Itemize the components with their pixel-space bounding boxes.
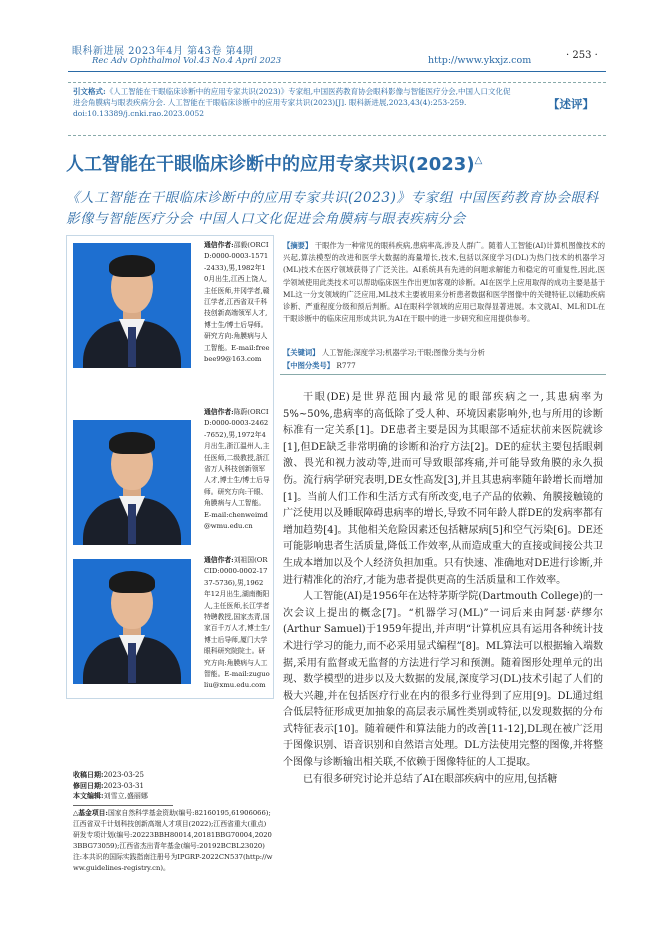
editor: 本文编辑:刘雪立,盛丽娜 [73,791,148,801]
classification-number [283,361,356,371]
bio-text: 邵毅(ORCID:0000-0003-1571-2433),男,1982年10月出生,江西上饶人,主任医师,井冈学者,赣江学者,江西省双千科技创新高端领军人才,博士生/博士后导师。研究方向:角膜病与人工智能。E-mail:freebee99@163.com [204,241,270,364]
article-title [66,150,482,176]
journal-url[interactable]: http://www.ykxjz.com [428,55,532,66]
revised-date: 修回日期:2023-03-31 [73,780,144,790]
footnote-divider [73,805,173,806]
header-divider [68,71,606,72]
keywords [283,348,605,358]
body-paragraph-1: 干眼(DE)是世界范围内最常见的眼部疾病之一,其患病率为5%~50%,患病率的高低除了受人种、环境因素影响外,也与所用的诊断标准有一定关系[1]。DE患者主要是因为其眼部不适症状前来医院就诊[1],但DE缺乏非常明确的诊断和治疗方法[2]。DE的症状主要包括眼刺激、畏光和视力波动等,进而可导致眼部疼痛,并可能导致角膜的永久损伤。流行病学研究表明,DE女性高发[3],并且其患病率随年龄增长而增加[1]。当前人们工作和生活方式有所改变,电子产品的依赖、角膜接触镜的广泛使用以及睡眠障碍患病率的增长,导致不同年龄人群DE的发病率都有增加趋势[4]。其他相关危险因素还包括糖尿病[5]和空气污染[6]。DE还可能影响患者生活质量,降低工作效率,从而造成重大的直接或间接公共卫生成本增加以及个人经济负担加重。只有快速、准确地对DE进行诊断,并进行精准化的治疗,才能为患者提供更高的生活质量和工作效率。 [283,392,603,586]
body-text [283,390,603,788]
body-paragraph-2: 人工智能(AI)是1956年在达特茅斯学院(Dartmouth College)的一次会议上提出的概念[7]。“机器学习(ML)”一词后来由阿瑟·萨缪尔(Arthur Samuel)于1959年提出,并声明“计算机应具有运用各种统计技术进行学习的能力,而不必采用显式编程”[8]。ML算法可以根据输入端数据,采用有监督或无监督的方法进行学习和预测。随着图形处理单元的出现、数学模型的进步以及大数据的发展,深度学习(DL)技术引起了人们的极大兴趣,并在包括医疗行业在内的很多行业得到了应用[9]。DL通过组合低层特征形成更加抽象的高层表示属性类别或特征,以发现数据的分布式特征表示[10]。随着硬件和算法能力的改善[11-12],DL现在被广泛用于图像识别、语音识别和自然语言处理。DL方法使用完整的图像,并将整个图像与诊断输出相关联,不依赖于图像特征的人工提取。 [283,591,603,769]
funding-note [73,808,273,874]
page-number: · 253 · [566,50,598,61]
bio-label: 通信作者: [204,241,234,249]
abstract-divider [280,374,606,375]
journal-header-en: Rec Adv Ophthalmol Vol.43 No.4 April 2023 [92,56,282,66]
bio-label: 通信作者: [204,556,234,564]
bio-text: 刘祖国(ORCID:0000-0002-1737-5736),男,1962年12月出生,湖南衡阳人,主任医师,长江学者特聘教授,国家杰青,国家百千万人才,博士生/博士后导师,厦门大学眼科研究院院士。研究方向:角膜病与人工智能。E-mail:zuguoliu@xmu.edu.com [204,556,270,690]
author-bio-3 [204,555,270,692]
funding-text: 国家自然科学基金资助(编号:82160195,61906066);江西省双千计划科技创新高端人才项目(2022);江西省重大(重点)研发专项计划(编号:20223BBH80014,20181BBG70004,20203BBG73059);江西省杰出青年基金(编号:20192BCBL23020) [73,809,272,850]
keywords-text: 人工智能;深度学习;机器学习;干眼;图像分类与分析 [321,348,485,357]
author-bio-1 [204,240,270,365]
citation-label: 引文格式: [73,87,106,96]
body-paragraph-3: 已有很多研究讨论并总结了AI在眼部疾病中的应用,包括糖 [303,773,558,785]
keywords-label: 【关键词】 [283,348,320,357]
title-footnote-mark: △ [474,155,483,166]
bio-label: 通信作者: [204,408,234,416]
received-date: 收稿日期:2023-03-25 [73,770,144,779]
author-bio-2 [204,407,270,532]
clc-label: 【中图分类号】 [283,361,335,370]
article-dates [73,770,273,802]
clc-value: R777 [336,361,356,370]
abstract-text: 干眼作为一种常见的眼科疾病,患病率高,涉及人群广。随着人工智能(AI)计算机图像技术的兴起,算法模型的改进和医学大数据的海量增长,技术,包括以深度学习(DL)为热门技术的机器学习(ML)技术在医疗领域获得了广泛关注。AI系统具有先进的问题求解能力和稳定的可重复性,因此,医学领域使用此类技术可以帮助临床医生作出更加客观的诊断。AI在医学上应用取得的成功主要是基于ML这一分支领域的广泛应用,ML技术主要被用来分析患者数据和医学图像中的关键特征,以辅助疾病诊断、严重程度分级和预后判断。AI在眼科学领域的应用已取得显著进展。本文就AI、ML和DL在干眼诊断中的临床应用形成共识,为AI在干眼中的进一步研究和应用提供参考。 [283,241,606,324]
author-photo-1 [73,243,191,368]
abstract-label: 【摘要】 [283,241,313,250]
abstract [283,240,605,325]
citation-text: 《人工智能在干眼临床诊断中的应用专家共识(2023)》专家组,中国医药教育协会眼科影像与智能医疗分会,中国人口文化促进会角膜病与眼表疾病分会. 人工智能在干眼临床诊断中的应用专家共识(2023)[J]. 眼科新进展,2023,43(4):253-259. doi:10.13389/j.cnki.rao.2023.0052 [73,87,511,119]
citation-format [73,86,513,120]
article-type-tag: 【述评】 [548,97,594,111]
registry-note: 注:本共识的国际实践指南注册号为IPGRP-2022CN537(http://www.guidelines-registry.cn)。 [73,853,273,872]
article-title-text: 人工智能在干眼临床诊断中的应用专家共识(2023) [66,154,475,175]
funding-label: △基金项目: [73,809,108,817]
journal-header-cn: 眼科新进展 2023年4月 第43卷 第4期 [72,46,254,57]
author-photo-2 [73,420,191,545]
author-groups: 《人工智能在干眼临床诊断中的应用专家共识(2023)》专家组 中国医药教育协会眼科影像与智能医疗分会 中国人口文化促进会角膜病与眼表疾病分会 [66,190,599,227]
author-photo-3 [73,559,191,684]
bio-text: 陈蔚(ORCID:0000-0003-2462-7652),男,1972年4月出生,浙江温州人,主任医师,二级教授,浙江省万人科技创新领军人才,博士生/博士后导师。研究方向:干眼、角膜病与人工智能。E-mail:chenweimd@wmu.edu.cn [204,408,270,531]
